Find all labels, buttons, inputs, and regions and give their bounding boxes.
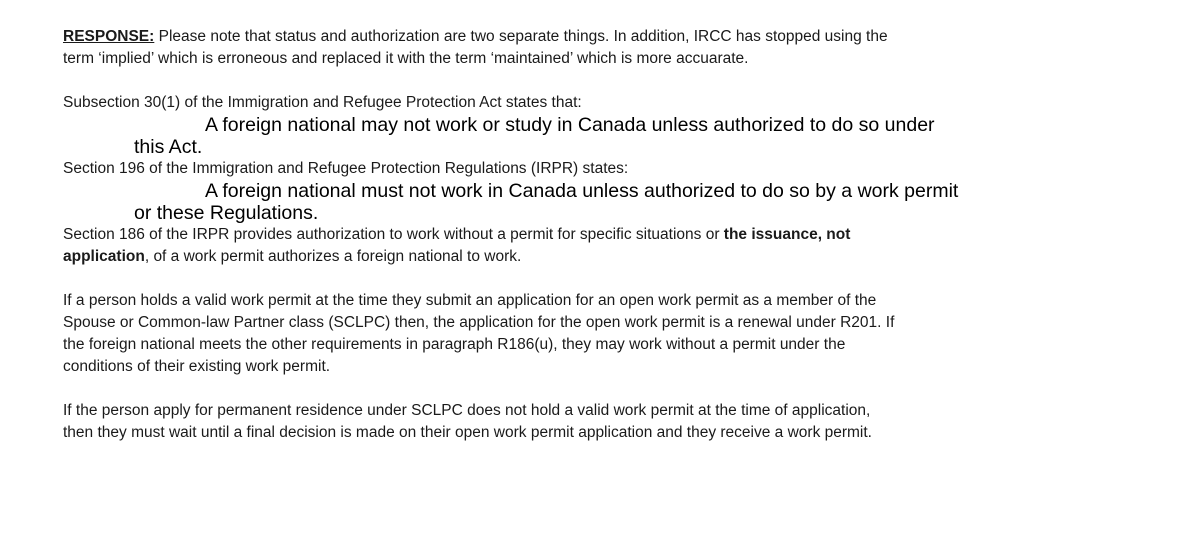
paragraph-spacer	[63, 70, 1143, 92]
response-text-1: Please note that status and authorization are two separate things. In addition, IRCC has stopped using the	[154, 28, 888, 45]
no-permit-line-2: then they must wait until a final decision is made on their open work permit application and they receive a work permit.	[63, 424, 872, 441]
subsection-30-intro: Subsection 30(1) of the Immigration and Refugee Protection Act states that:	[63, 94, 582, 111]
section-196-quote-line-2: or these Regulations.	[134, 202, 319, 224]
response-line-2: term ‘implied’ which is erroneous and replaced it with the term ‘maintained’ which is more accuarate.	[63, 50, 749, 67]
section-196-quote	[63, 180, 1143, 224]
response-line-1	[63, 26, 1143, 48]
valid-permit-line-3: the foreign national meets the other requirements in paragraph R186(u), they may work without a permit under the	[63, 336, 846, 353]
section-186-line-1	[63, 224, 1143, 246]
section-186-text-1: Section 186 of the IRPR provides authorization to work without a permit for specific situations or	[63, 226, 724, 243]
response-label: RESPONSE:	[63, 28, 155, 45]
valid-permit-line-1: If a person holds a valid work permit at the time they submit an application for an open work permit as a member of the	[63, 292, 877, 309]
section-196-intro: Section 196 of the Immigration and Refugee Protection Regulations (IRPR) states:	[63, 160, 629, 177]
section-186-line-2	[63, 246, 1143, 268]
valid-permit-line-2: Spouse or Common-law Partner class (SCLPC) then, the application for the open work permit is a renewal under R201. If	[63, 314, 895, 331]
section-186-bold-2: application	[63, 248, 145, 265]
document-body	[63, 26, 1143, 444]
section-186-text-2: , of a work permit authorizes a foreign national to work.	[144, 248, 522, 265]
paragraph-spacer	[63, 378, 1143, 400]
subsection-30-quote-line-1: A foreign national may not work or study in Canada unless authorized to do so under	[205, 114, 935, 136]
section-186-bold-1: the issuance, not	[723, 226, 851, 243]
subsection-30-quote	[63, 114, 1143, 158]
valid-permit-line-4: conditions of their existing work permit.	[63, 358, 331, 375]
section-196-quote-line-1: A foreign national must not work in Canada unless authorized to do so by a work permit	[205, 180, 959, 202]
paragraph-spacer	[63, 268, 1143, 290]
no-permit-line-1: If the person apply for permanent residence under SCLPC does not hold a valid work permit at the time of application,	[63, 402, 871, 419]
subsection-30-quote-line-2: this Act.	[134, 136, 203, 158]
